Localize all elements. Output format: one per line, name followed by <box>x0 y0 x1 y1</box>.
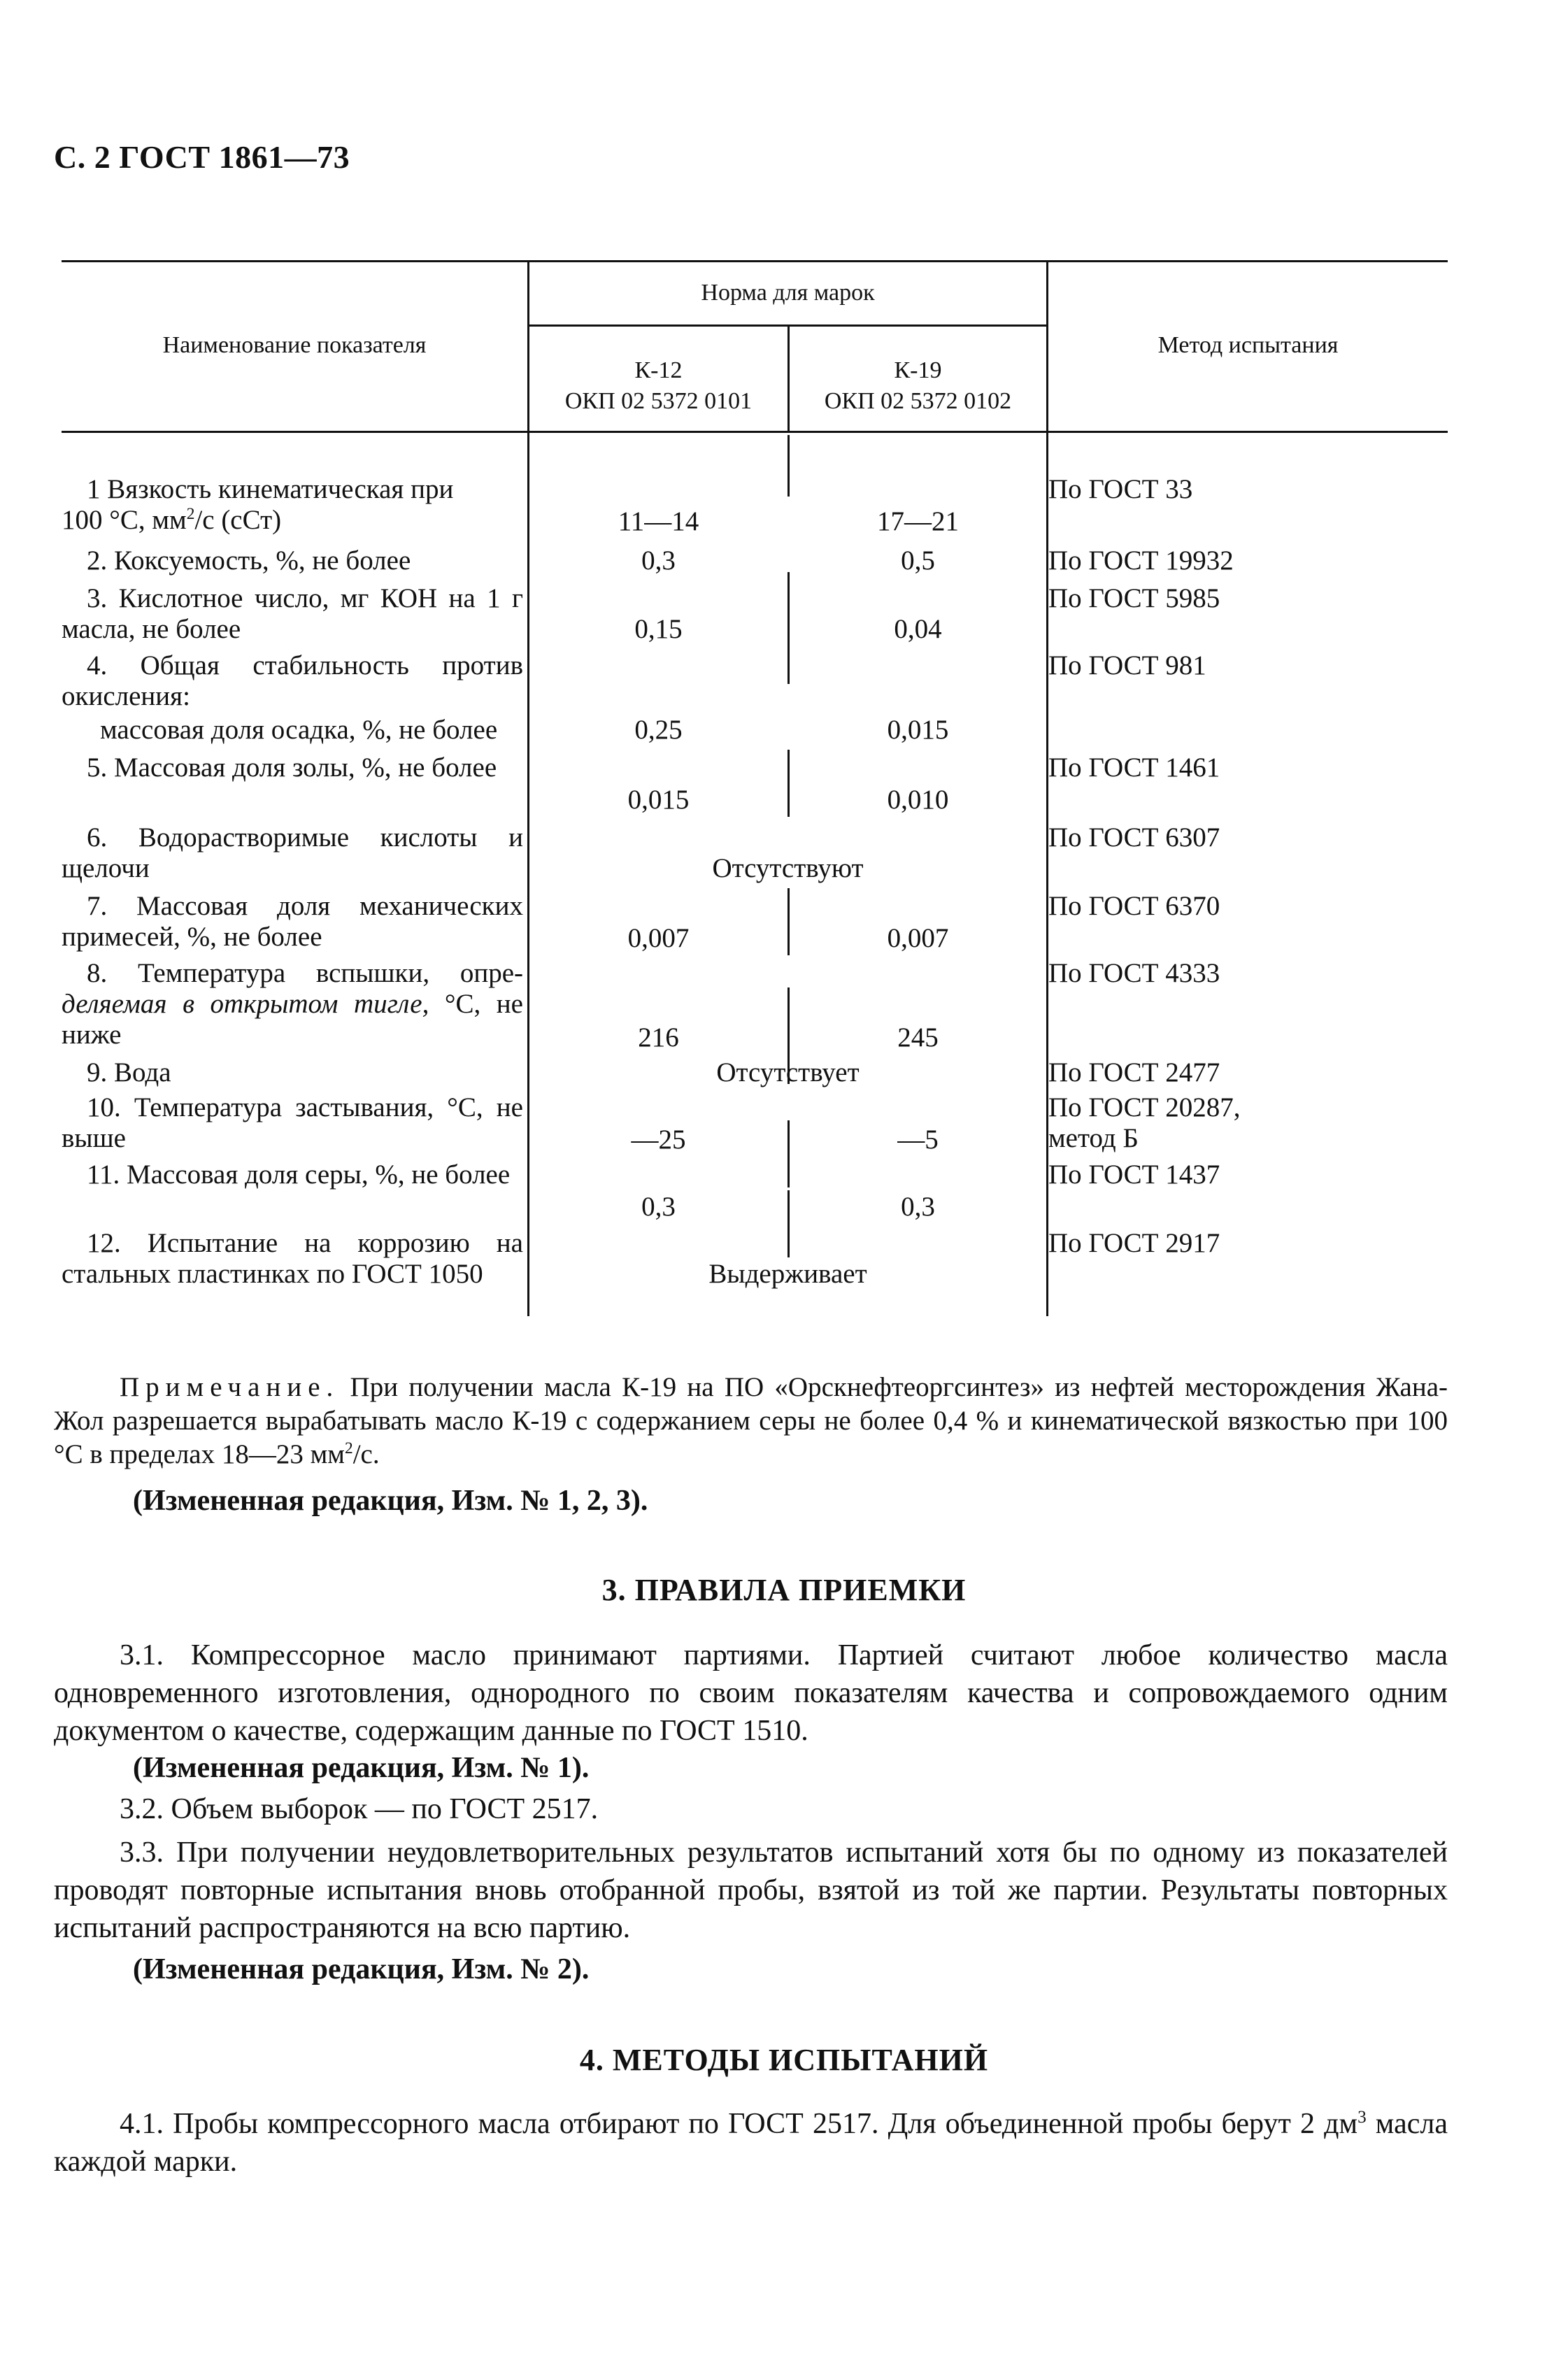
section-heading: 4. МЕТОДЫ ИСПЫТАНИЙ <box>579 2043 989 2077</box>
paragraph: 4.1. Пробы компрессорного масла отбирают по ГОСТ 2517. Для объединенной пробы берут 2 $дм^3$ масла каждой марки. <box>54 2108 1448 2178</box>
edit-note: (Измененная редакция, Изм. № 1). <box>133 1752 590 1784</box>
header-bottom-rule <box>62 431 1448 433</box>
table-cell-method: По ГОСТ 2917 <box>1048 1228 1220 1258</box>
table-cell-k12: 0,3 <box>641 545 676 576</box>
table-cell-k19: 0,010 <box>887 785 949 815</box>
table-cell-method: По ГОСТ 20287, метод Б <box>1048 1092 1241 1153</box>
table-row-name: 12. Испытание на коррозию на стальных пластинках по ГОСТ 1050 <box>62 1228 523 1289</box>
header-name-col: Наименование показателя <box>162 332 427 358</box>
table-cell-k12: 0,25 <box>634 715 683 745</box>
table-row-name: 10. Температура застывания, °C, не выше <box>62 1092 523 1153</box>
table-cell-k19: 0,04 <box>894 614 942 644</box>
table-cell-method: По ГОСТ 5985 <box>1048 583 1220 613</box>
table-top-rule <box>62 260 1448 262</box>
table-cell-k19: 0,3 <box>901 1192 935 1222</box>
table-row-name: 11. Массовая доля серы, %, не более <box>87 1160 511 1190</box>
specification-table <box>62 260 1448 1316</box>
table-cell-method: По ГОСТ 981 <box>1048 650 1206 680</box>
table-cell-k12: 216 <box>638 1022 679 1053</box>
table-cell-k19: —5 <box>897 1125 939 1155</box>
table-cell-both: Отсутствуют <box>712 853 864 883</box>
paragraph: 3.2. Объем выборок — по ГОСТ 2517. <box>120 1793 599 1825</box>
table-cell-both: Выдерживает <box>708 1259 867 1289</box>
table-cell-method: По ГОСТ 1461 <box>1048 752 1220 783</box>
table-cell-method: По ГОСТ 6370 <box>1048 891 1220 921</box>
table-cell-method: По ГОСТ 1437 <box>1048 1160 1220 1190</box>
edit-note: (Измененная редакция, Изм. № 2). <box>133 1953 590 1985</box>
table-cell-method: По ГОСТ 19932 <box>1048 545 1234 576</box>
table-note: Примечание. При получении масла К-19 на ПО «Орскнефтеоргсинтез» из нефтей месторождения Жана-Жол разрешается вырабатывать масло К-19 с содержанием серы не более 0,4 % и кинематической вязкостью при 100 °C в пределах 18—23 $мм^2/с$. <box>54 1372 1448 1469</box>
table-cell-k19: 0,015 <box>887 715 949 745</box>
header-method-col: Метод испытания <box>1157 332 1339 358</box>
table-cell-k12: 0,007 <box>627 923 690 953</box>
section-heading: 3. ПРАВИЛА ПРИЕМКИ <box>601 1573 967 1607</box>
table-row-name: 7. Массовая доля механических примесей, %, не более <box>62 891 523 952</box>
table-cell-k12: —25 <box>631 1125 686 1155</box>
table-row-name: 8. Температура вспышки, опре- деляемая в открытом тигле, °C, не ниже <box>62 958 523 1050</box>
table-cell-method: По ГОСТ 33 <box>1048 474 1193 504</box>
col-divider-method <box>1046 260 1048 1316</box>
table-cell-method: По ГОСТ 2477 <box>1048 1057 1220 1087</box>
paragraph: 3.3. При получении неудовлетворительных результатов испытаний хотя бы по одному из показателей проводят повторные испытания вновь отобранной пробы, взятой из той же партии. Результаты повторных испытаний распространяются на всю партию. <box>54 1836 1448 1944</box>
table-cell-both: Отсутствует <box>716 1057 860 1087</box>
header-norm-group: Норма для марок <box>701 280 875 306</box>
table-cell-method: По ГОСТ 6307 <box>1048 822 1220 853</box>
table-cell-k19: 17—21 <box>877 506 959 536</box>
table-row-name: 3. Кислотное число, мг КОН на 1 г масла, не более <box>62 583 523 644</box>
edit-note: (Измененная редакция, Изм. № 1, 2, 3). <box>133 1485 648 1517</box>
table-cell-k12: 0,3 <box>641 1192 676 1222</box>
table-row-name: 5. Массовая доля золы, %, не более <box>87 752 497 783</box>
table-cell-k12: 11—14 <box>618 506 699 536</box>
header-grade-k12: К-12 ОКП 02 5372 0101 <box>564 357 753 414</box>
table-cell-k12: 0,15 <box>634 614 683 644</box>
page-header: С. 2 ГОСТ 1861—73 <box>54 139 350 175</box>
table-cell-method: По ГОСТ 4333 <box>1048 958 1220 988</box>
table-row-name: 2. Коксуемость, %, не более <box>87 545 411 576</box>
grade-divider-seg <box>787 435 790 497</box>
table-cell-k19: 0,5 <box>901 545 935 576</box>
table-row-name: 4. Общая стабильность против окисления: <box>62 650 523 711</box>
table-row-name: массовая доля осадка, %, не более <box>100 715 498 745</box>
table-row-name: 1 Вязкость кинематическая при 100 °C, $мм^2/с$ (сСт) <box>62 474 454 535</box>
table-cell-k19: 0,007 <box>887 923 949 953</box>
table-row-name: 9. Вода <box>87 1057 171 1087</box>
paragraph: 3.1. Компрессорное масло принимают партиями. Партией считают любое количество масла одновременного изготовления, однородного по своим показателям качества и сопровождаемого одним документом о качестве, содержащим данные по ГОСТ 1510. <box>54 1639 1448 1747</box>
table-row-name: 6. Водорастворимые кислоты и щелочи <box>62 822 523 883</box>
header-grade-k19: К-19 ОКП 02 5372 0102 <box>824 357 1012 414</box>
table-cell-k12: 0,015 <box>627 785 690 815</box>
table-cell-k19: 245 <box>897 1022 939 1053</box>
